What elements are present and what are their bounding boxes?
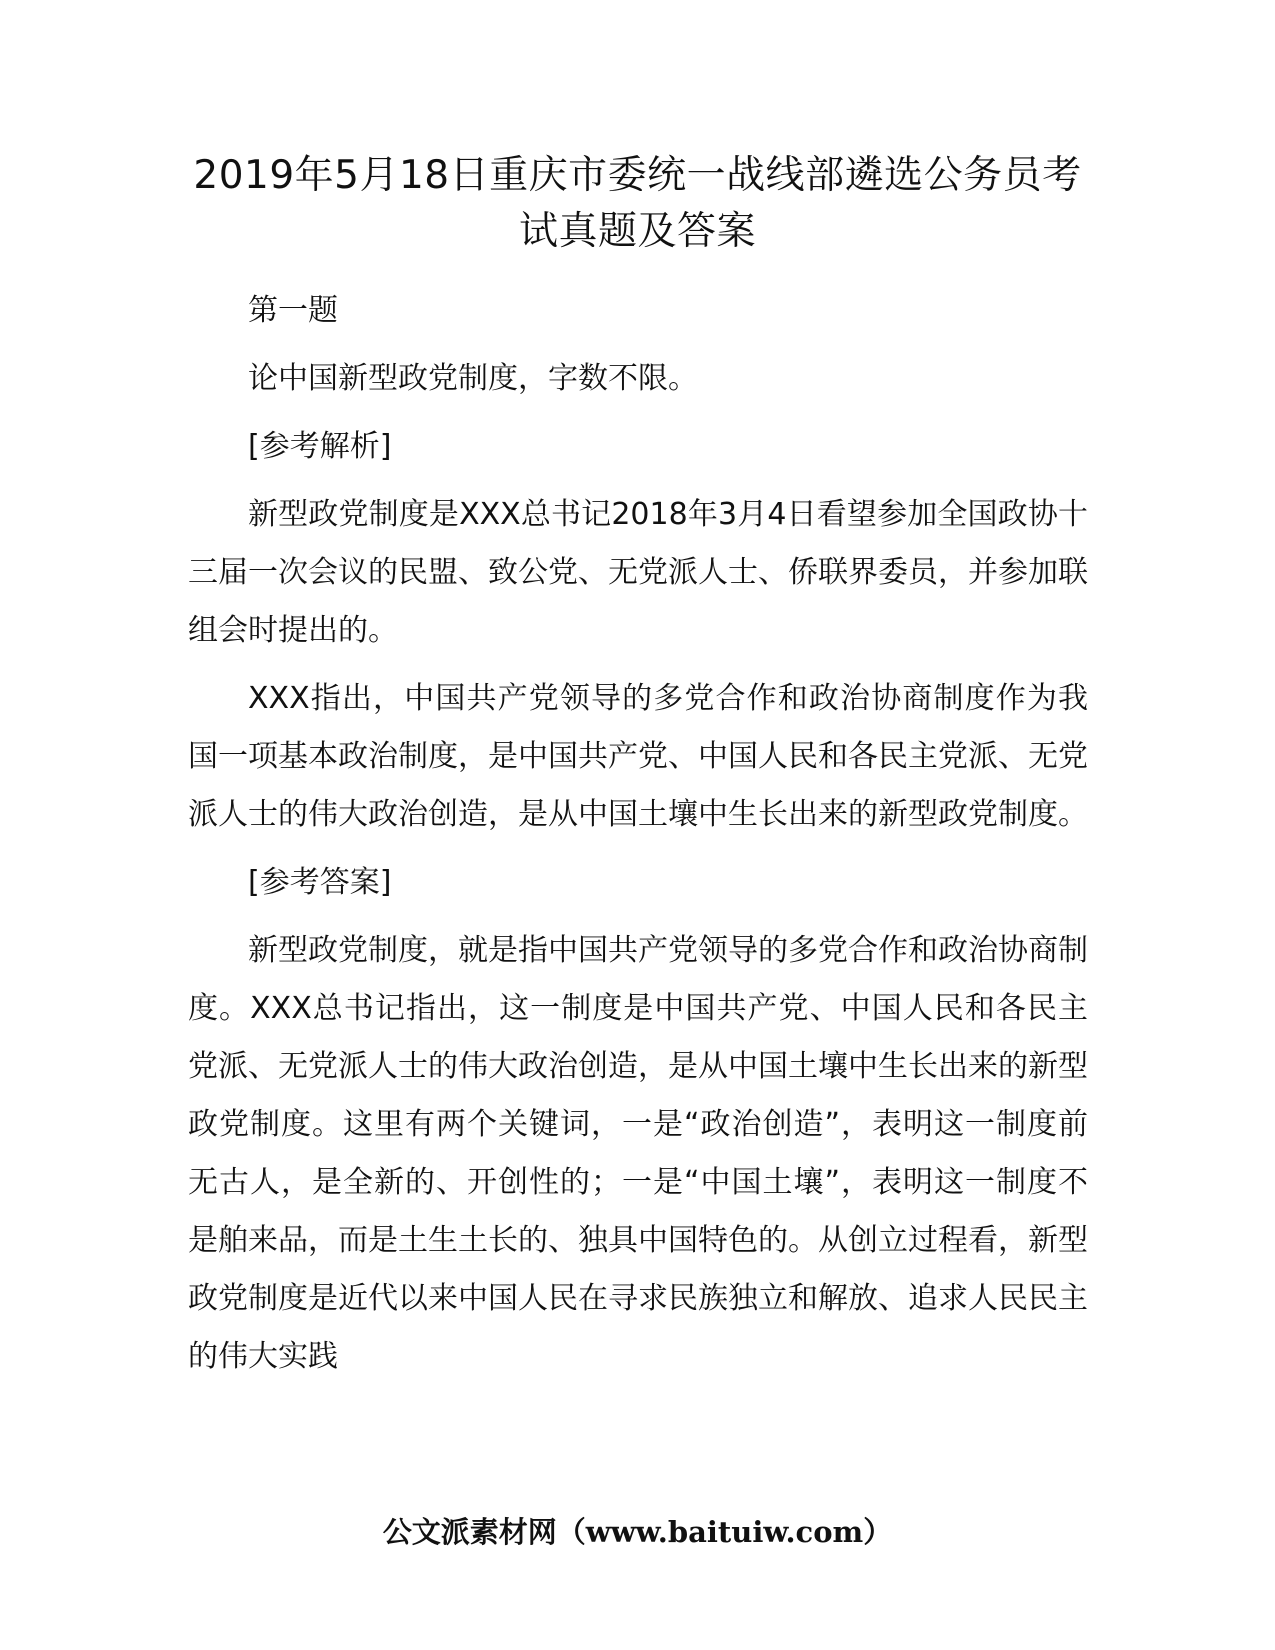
answer-paragraph-1: 新型政党制度，就是指中国共产党领导的多党合作和政治协商制度。XXX总书记指出，这一制度是中国共产党、中国人民和各民主党派、无党派人士的伟大政治创造，是从中国土壤中生长出来的新型政党制度。这里有两个关键词，一是“政治创造”，表明这一制度前无古人，是全新的、开创性的；一是“中国土壤”，表明这一制度不是舶来品，而是土生土长的、独具中国特色的。从创立过程看，新型政党制度是近代以来中国人民在寻求民族独立和解放、追求人民民主的伟大实践: [188, 933, 1088, 1374]
answer-heading: [参考答案]: [248, 865, 392, 900]
analysis-heading: [参考解析]: [248, 429, 392, 464]
question-text: 论中国新型政党制度，字数不限。: [248, 361, 698, 396]
question-heading: 第一题: [248, 293, 338, 328]
analysis-paragraph-1: 新型政党制度是XXX总书记2018年3月4日看望参加全国政协十三届一次会议的民盟、致公党、无党派人士、侨联界委员，并参加联组会时提出的。: [188, 497, 1088, 648]
document-body: [188, 282, 1088, 1396]
page-footer: 公文派素材网（www.baituiw.com）: [382, 1515, 893, 1549]
document-title: 2019年5月18日重庆市委统一战线部遴选公务员考试真题及答案: [193, 153, 1082, 254]
analysis-paragraph-2: XXX指出，中国共产党领导的多党合作和政治协商制度作为我国一项基本政治制度，是中国共产党、中国人民和各民主党派、无党派人士的伟大政治创造，是从中国土壤中生长出来的新型政党制度。: [188, 681, 1088, 832]
